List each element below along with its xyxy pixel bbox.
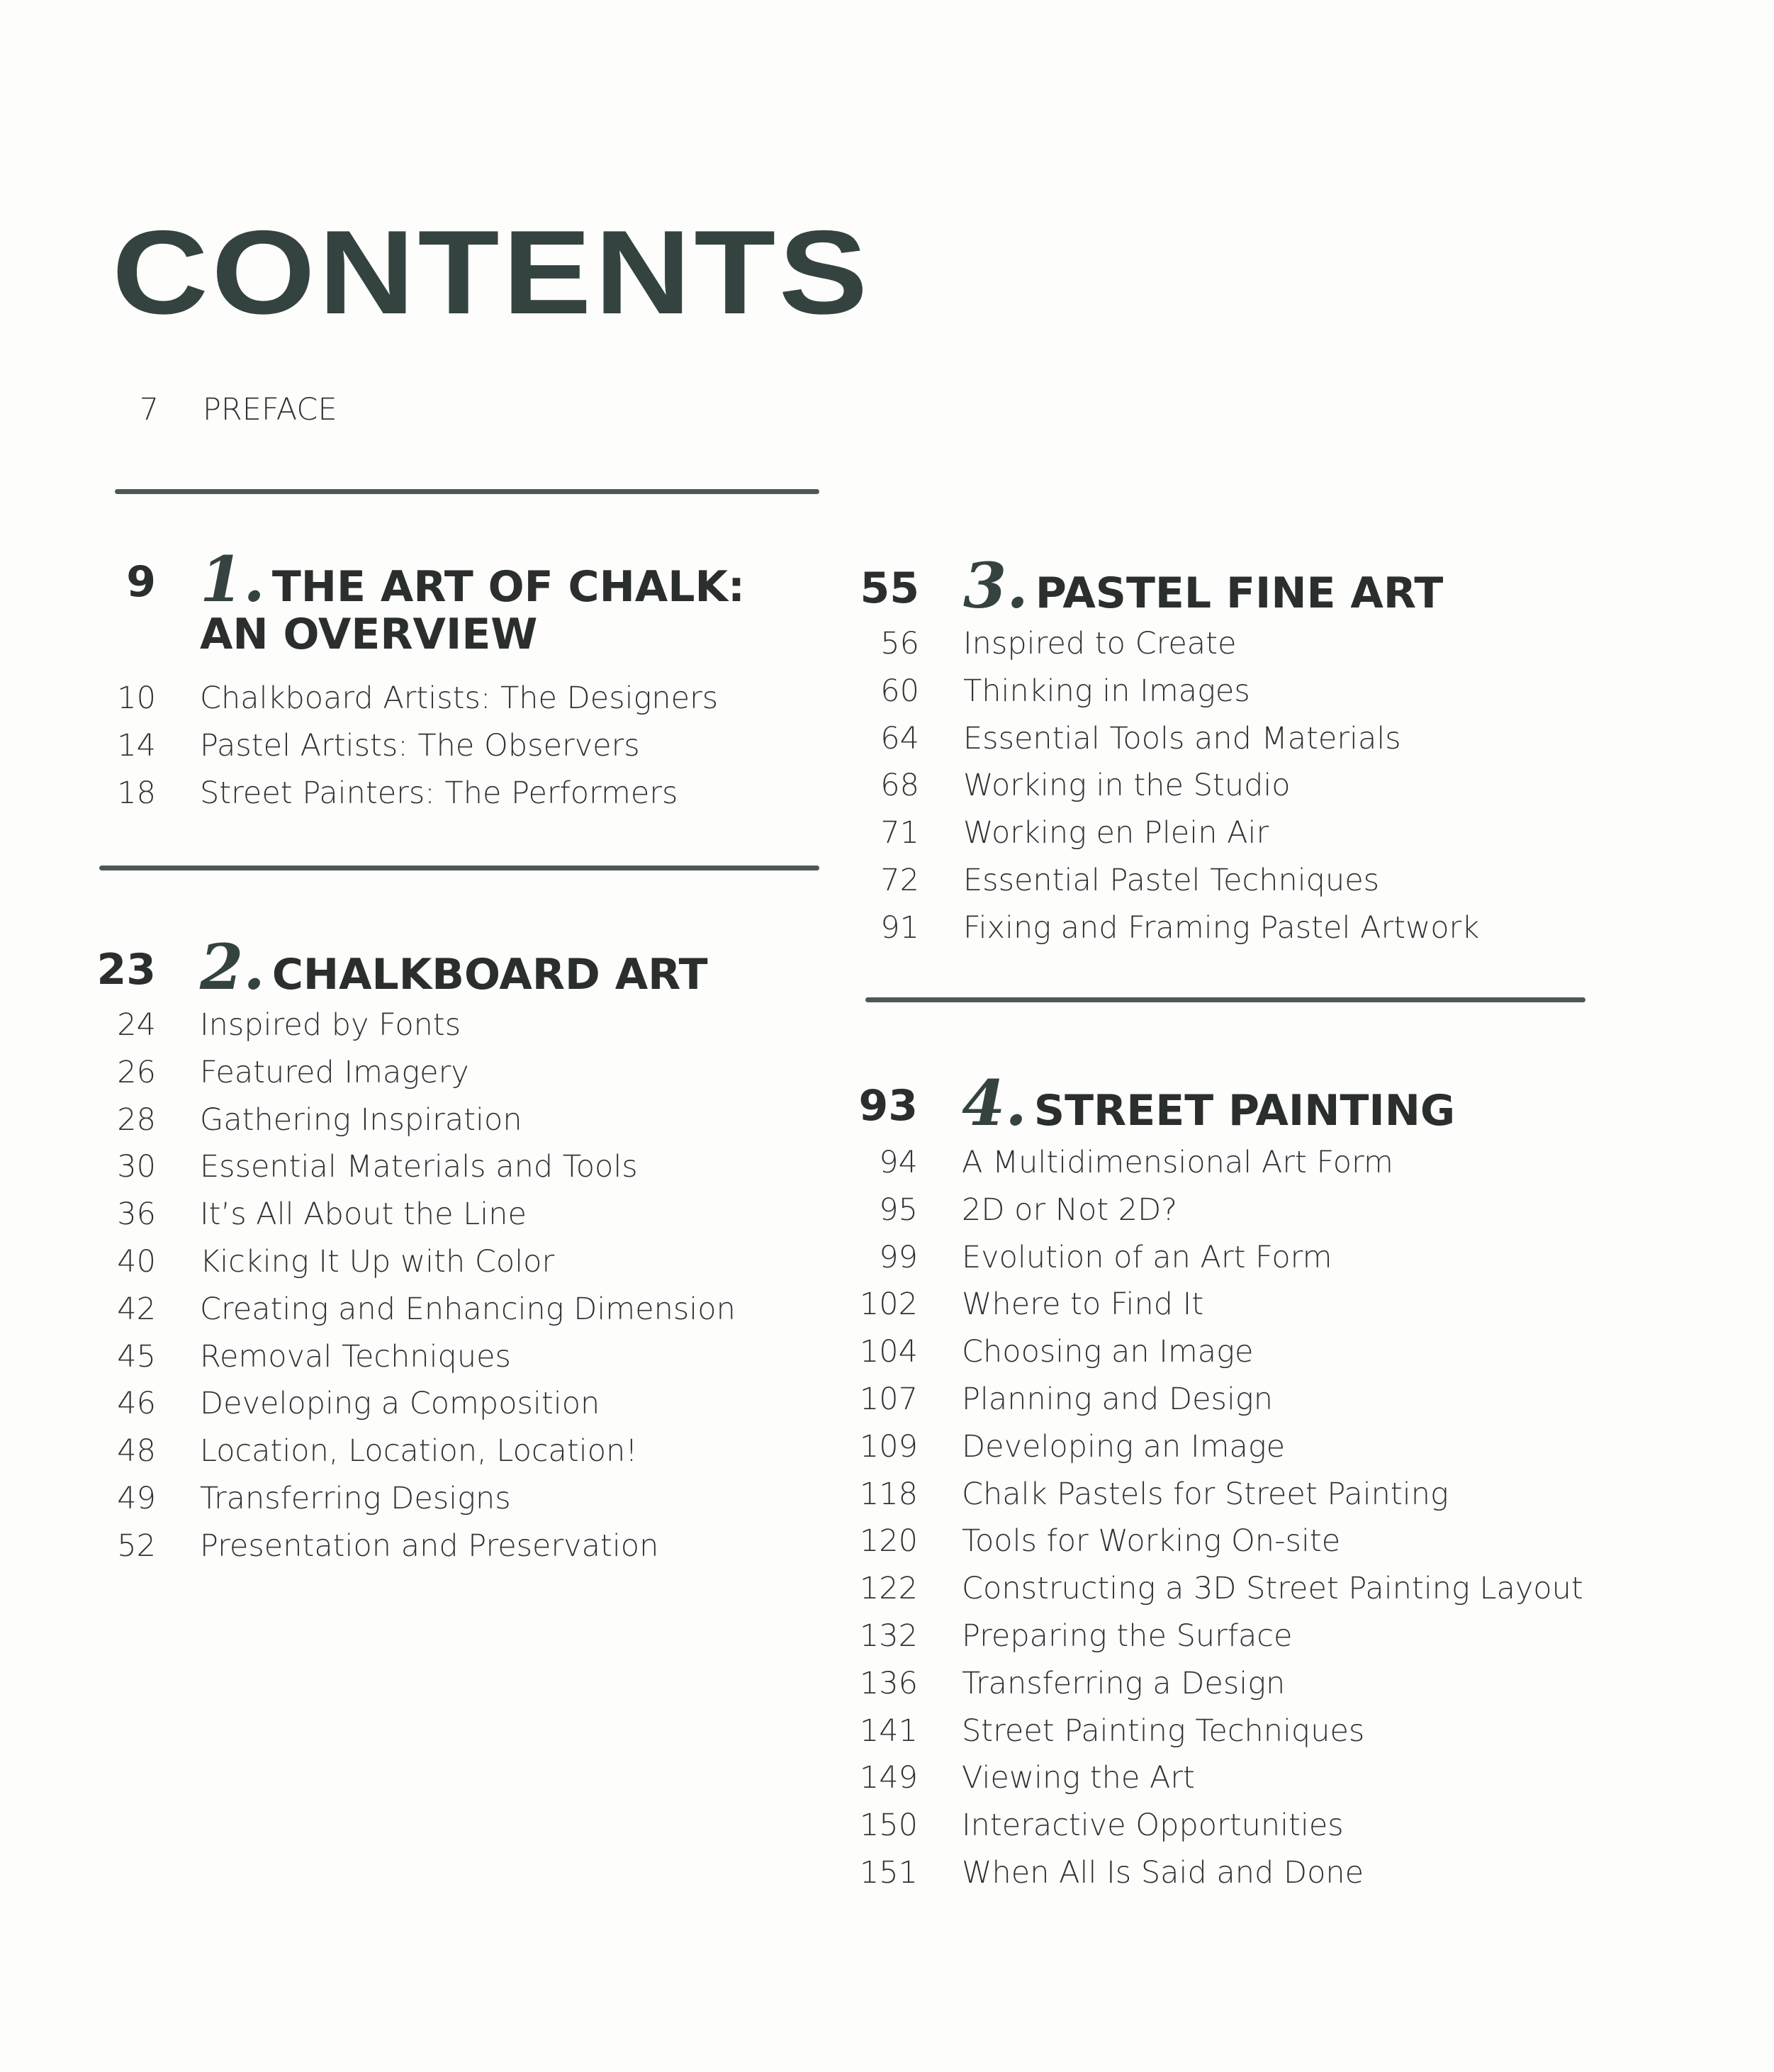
toc-entry[interactable] [834,859,1379,902]
entry-label: Planning and Design [962,1382,1273,1417]
page-number: 107 [859,1382,918,1417]
entry-label: When All Is Said and Done [962,1855,1364,1891]
page-number: 151 [859,1855,918,1891]
entry-label: Essential Materials and Tools [200,1149,638,1185]
entry-label: Constructing a 3D Street Painting Layout [962,1571,1583,1607]
page-number: 56 [880,626,919,661]
entry-label: Choosing an Image [962,1334,1254,1370]
page-number: 48 [117,1433,156,1469]
page-number: 40 [117,1244,156,1279]
page-number: 26 [117,1054,156,1090]
toc-entry[interactable] [833,1852,1364,1894]
page-number: 141 [859,1713,918,1749]
chapter-title-text: PASTEL FINE ART [1035,569,1444,618]
page-number: 49 [117,1481,156,1516]
chapter-numeral: 1. [200,542,265,616]
entry-label: Developing a Composition [200,1386,600,1422]
entry-label: PREFACE [203,392,337,427]
entry-label: Essential Pastel Techniques [963,863,1380,898]
entry-label: 2D or Not 2D? [962,1192,1178,1228]
chapter-title-text: AN OVERVIEW [200,610,538,659]
page-title: CONTENTS [112,206,871,339]
chapter-title-text: THE ART OF CHALK: [271,562,745,612]
toc-entry[interactable] [833,1520,1340,1562]
toc-entry[interactable] [833,1757,1195,1799]
entry-label: Evolution of an Art Form [962,1239,1332,1275]
toc-entry[interactable] [71,1382,600,1425]
page-number: 71 [880,815,919,851]
entry-label: Where to Find It [962,1287,1204,1323]
divider [115,489,819,494]
page-number: 24 [117,1007,156,1043]
page-number: 14 [117,727,156,763]
divider [865,997,1585,1002]
toc-entry[interactable] [71,1193,527,1236]
page-number: 95 [879,1192,918,1228]
page-number: 94 [879,1145,918,1180]
entry-label: Developing an Image [962,1428,1286,1465]
page-number: 64 [880,720,919,756]
page-number: 99 [879,1239,918,1275]
page-number: 68 [880,768,919,804]
entry-label: Kicking It Up with Color [200,1244,555,1279]
page-number: 60 [880,673,919,709]
page-number: 91 [880,909,919,946]
chapter-numeral: 2. [200,930,265,1004]
toc-entry[interactable] [834,812,1269,854]
toc-entry[interactable] [71,1004,461,1046]
page-number: 42 [117,1291,156,1327]
toc-entry[interactable] [71,1477,511,1520]
toc-entry[interactable] [833,1615,1292,1657]
page-number: 28 [117,1102,156,1138]
chapter-page-number: 93 [858,1081,918,1131]
chapter-title-text: STREET PAINTING [1033,1086,1456,1136]
entry-label: Removal Techniques [200,1338,511,1374]
toc-entry[interactable] [833,1567,1583,1610]
chapter-page-number: 9 [126,557,156,607]
toc-entry[interactable] [834,622,1236,665]
chapter-numeral: 3. [963,549,1028,622]
toc-entry[interactable] [71,1241,554,1283]
page-number: 149 [859,1760,918,1796]
toc-entry[interactable] [71,1525,658,1567]
entry-label: Working in the Studio [963,768,1291,804]
page-number: 150 [859,1808,918,1844]
toc-entry[interactable] [833,1378,1273,1421]
chapter-title-line [963,549,1444,622]
chapter-page-number: 23 [96,945,156,995]
entry-label: Inspired by Fonts [200,1007,461,1043]
toc-entry[interactable] [71,724,640,767]
page-number: 104 [859,1334,918,1370]
page-number: 10 [117,681,156,716]
toc-entry[interactable] [71,1288,736,1331]
entry-label: Working en Plein Air [963,815,1269,851]
toc-entry[interactable] [833,1473,1449,1516]
entry-label: Transferring Designs [200,1481,511,1516]
entry-label: Preparing the Surface [962,1618,1293,1654]
toc-entry[interactable] [833,1426,1285,1468]
chapter-title-text: CHALKBOARD ART [271,950,708,999]
toc-entry-preface[interactable] [74,388,337,431]
chapter-page-number: 55 [860,564,919,613]
toc-entry[interactable] [834,907,1479,949]
toc-entry[interactable] [833,1283,1203,1326]
entry-label: Pastel Artists: The Observers [200,727,640,763]
chapter-title-line [200,542,745,616]
page-number: 102 [859,1287,918,1323]
entry-label: Tools for Working On-site [962,1523,1341,1559]
toc-entry[interactable] [71,772,678,814]
toc-entry[interactable] [834,764,1291,807]
page-number: 30 [117,1149,156,1185]
entry-label: Thinking in Images [963,673,1250,709]
toc-entry[interactable] [833,1710,1364,1752]
entry-label: Gathering Inspiration [200,1102,522,1138]
toc-entry[interactable] [71,1099,522,1141]
entry-label: Fixing and Framing Pastel Artwork [963,909,1480,946]
toc-entry[interactable] [833,1331,1253,1373]
toc-entry[interactable] [833,1236,1332,1279]
chapter-title-line [200,930,708,1004]
entry-label: Creating and Enhancing Dimension [200,1291,736,1327]
toc-entry[interactable] [71,1430,638,1472]
page-number: 109 [859,1428,918,1465]
page-number: 72 [880,863,919,898]
chapter-title-line [200,607,537,662]
entry-label: Interactive Opportunities [962,1808,1344,1844]
entry-label: Street Painting Techniques [962,1713,1365,1749]
entry-label: Presentation and Preservation [200,1528,659,1564]
toc-entry[interactable] [71,677,718,719]
page-number: 45 [117,1338,156,1374]
entry-label: Chalkboard Artists: The Designers [200,681,719,716]
toc-entry[interactable] [71,1146,638,1188]
page-number: 46 [117,1386,156,1422]
toc-entry[interactable] [833,1141,1393,1184]
entry-label: It’s All About the Line [200,1197,527,1233]
entry-label: Street Painters: The Performers [200,775,678,811]
entry-label: A Multidimensional Art Form [962,1145,1393,1180]
toc-entry[interactable] [833,1189,1177,1231]
toc-entry[interactable] [833,1662,1285,1705]
page-number: 118 [859,1476,918,1512]
page-number: 132 [859,1618,918,1654]
chapter-numeral: 4. [962,1066,1027,1140]
entry-label: Inspired to Create [963,626,1237,661]
toc-entry[interactable] [833,1804,1344,1847]
entry-label: Essential Tools and Materials [963,720,1401,756]
entry-label: Transferring a Design [962,1665,1286,1701]
page-number: 18 [117,775,156,811]
entry-label: Viewing the Art [962,1760,1195,1796]
divider [99,866,819,870]
page-number: 122 [859,1571,918,1607]
page-number: 7 [139,392,159,427]
toc-entry[interactable] [71,1051,469,1094]
toc-entry[interactable] [834,670,1250,712]
entry-label: Featured Imagery [200,1054,469,1090]
toc-entry[interactable] [834,717,1401,760]
page-number: 136 [859,1665,918,1701]
page-number: 120 [859,1523,918,1559]
entry-label: Location, Location, Location! [200,1433,638,1469]
page-number: 52 [117,1528,156,1564]
toc-entry[interactable] [71,1335,511,1378]
chapter-title-line [962,1066,1456,1140]
entry-label: Chalk Pastels for Street Painting [962,1476,1449,1512]
page-number: 36 [117,1197,156,1233]
